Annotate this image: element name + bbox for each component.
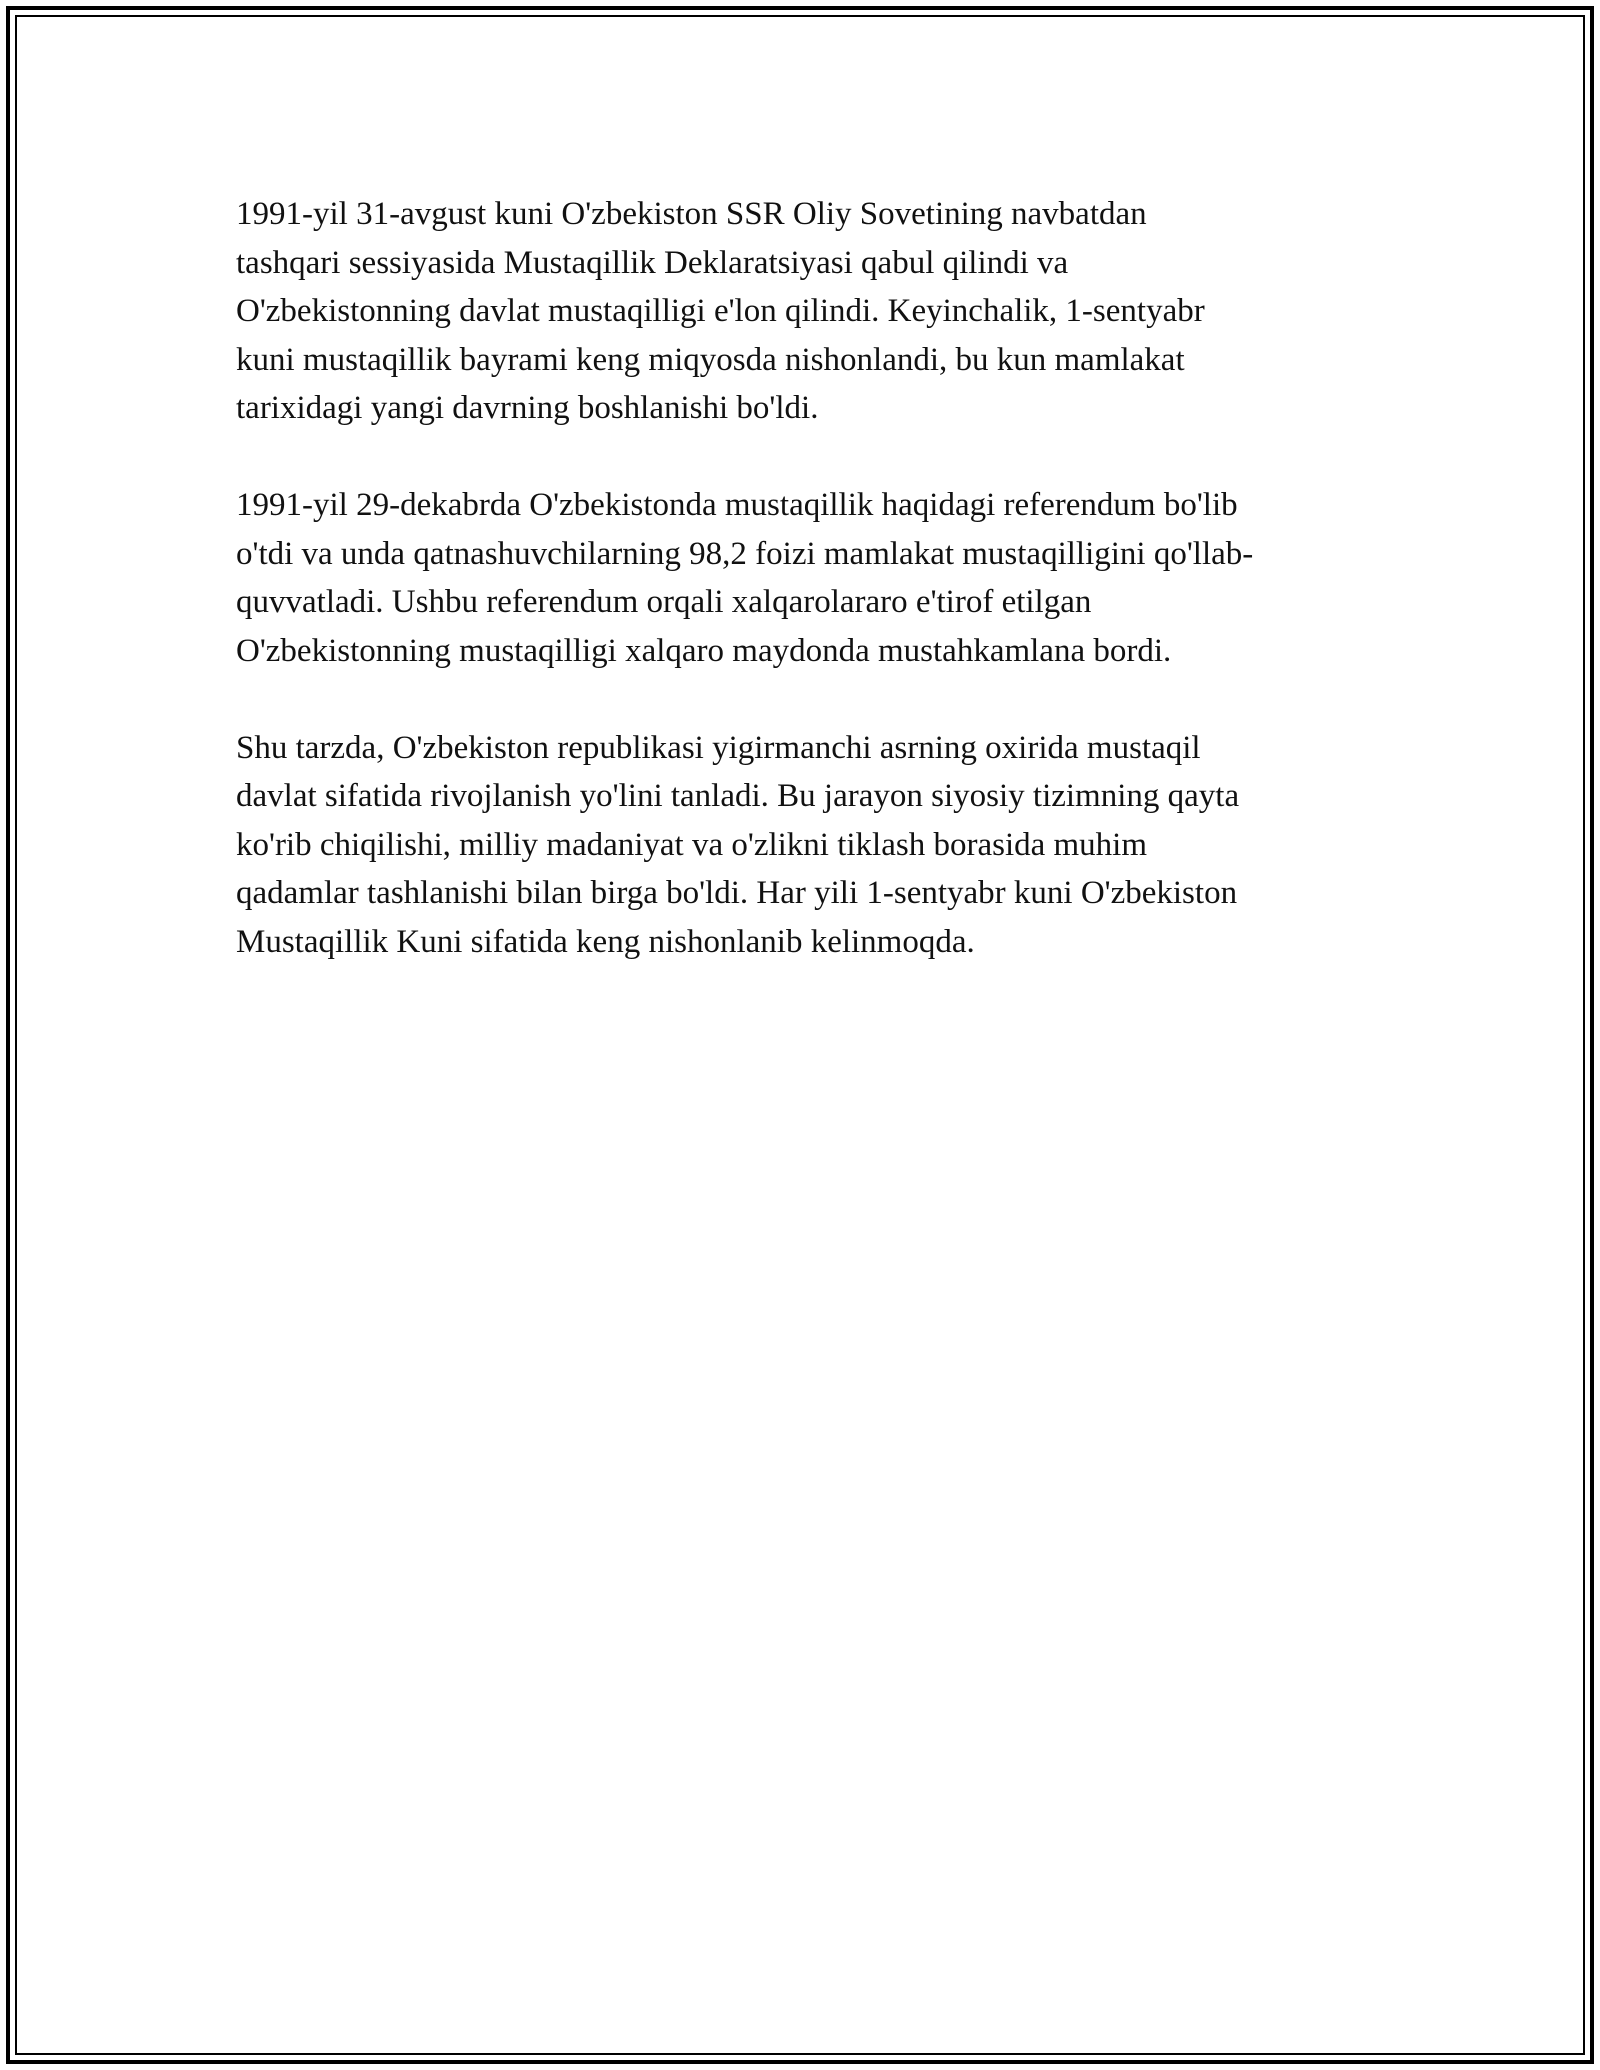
document-body: [236, 190, 1386, 1015]
text-line: qadamlar tashlanishi bilan birga bo'ldi. Har yili 1-sentyabr kuni O'zbekiston: [236, 875, 1238, 911]
text-line: tarixidagi yangi davrning boshlanishi bo'ldi.: [236, 390, 819, 426]
text-line: O'zbekistonning mustaqilligi xalqaro maydonda mustahkamlana bordi.: [236, 632, 1172, 669]
text-line: Shu tarzda, O'zbekiston republikasi yigirmanchi asrning oxirida mustaqil: [236, 729, 1201, 766]
paragraph-2: [236, 481, 1386, 675]
text-line: 1991-yil 29-dekabrda O'zbekistonda mustaqillik haqidagi referendum bo'lib: [236, 487, 1238, 523]
text-line: 1991-yil 31-avgust kuni O'zbekiston SSR Oliy Sovetining navbatdan: [236, 196, 1147, 232]
text-line: Mustaqillik Kuni sifatida keng nishonlanib kelinmoqda.: [236, 923, 975, 960]
text-line: O'zbekistonning davlat mustaqilligi e'lon qilindi. Keyinchalik, 1-sentyabr: [236, 293, 1205, 329]
text-line: kuni mustaqillik bayrami keng miqyosda nishonlandi, bu kun mamlakat: [236, 341, 1185, 378]
text-line: ko'rib chiqilishi, milliy madaniyat va o'zlikni tiklash borasida muhim: [236, 826, 1148, 863]
text-line: davlat sifatida rivojlanish yo'lini tanladi. Bu jarayon siyosiy tizimning qayta: [236, 778, 1240, 814]
text-line: tashqari sessiyasida Mustaqillik Deklaratsiyasi qabul qilindi va: [236, 244, 1069, 281]
paragraph-1: [236, 190, 1386, 433]
text-line: quvvatladi. Ushbu referendum orqali xalqarolararo e'tirof etilgan: [236, 584, 1092, 620]
text-line: o'tdi va unda qatnashuvchilarning 98,2 foizi mamlakat mustaqilligini qo'llab-: [236, 535, 1254, 572]
paragraph-3: [236, 724, 1386, 967]
